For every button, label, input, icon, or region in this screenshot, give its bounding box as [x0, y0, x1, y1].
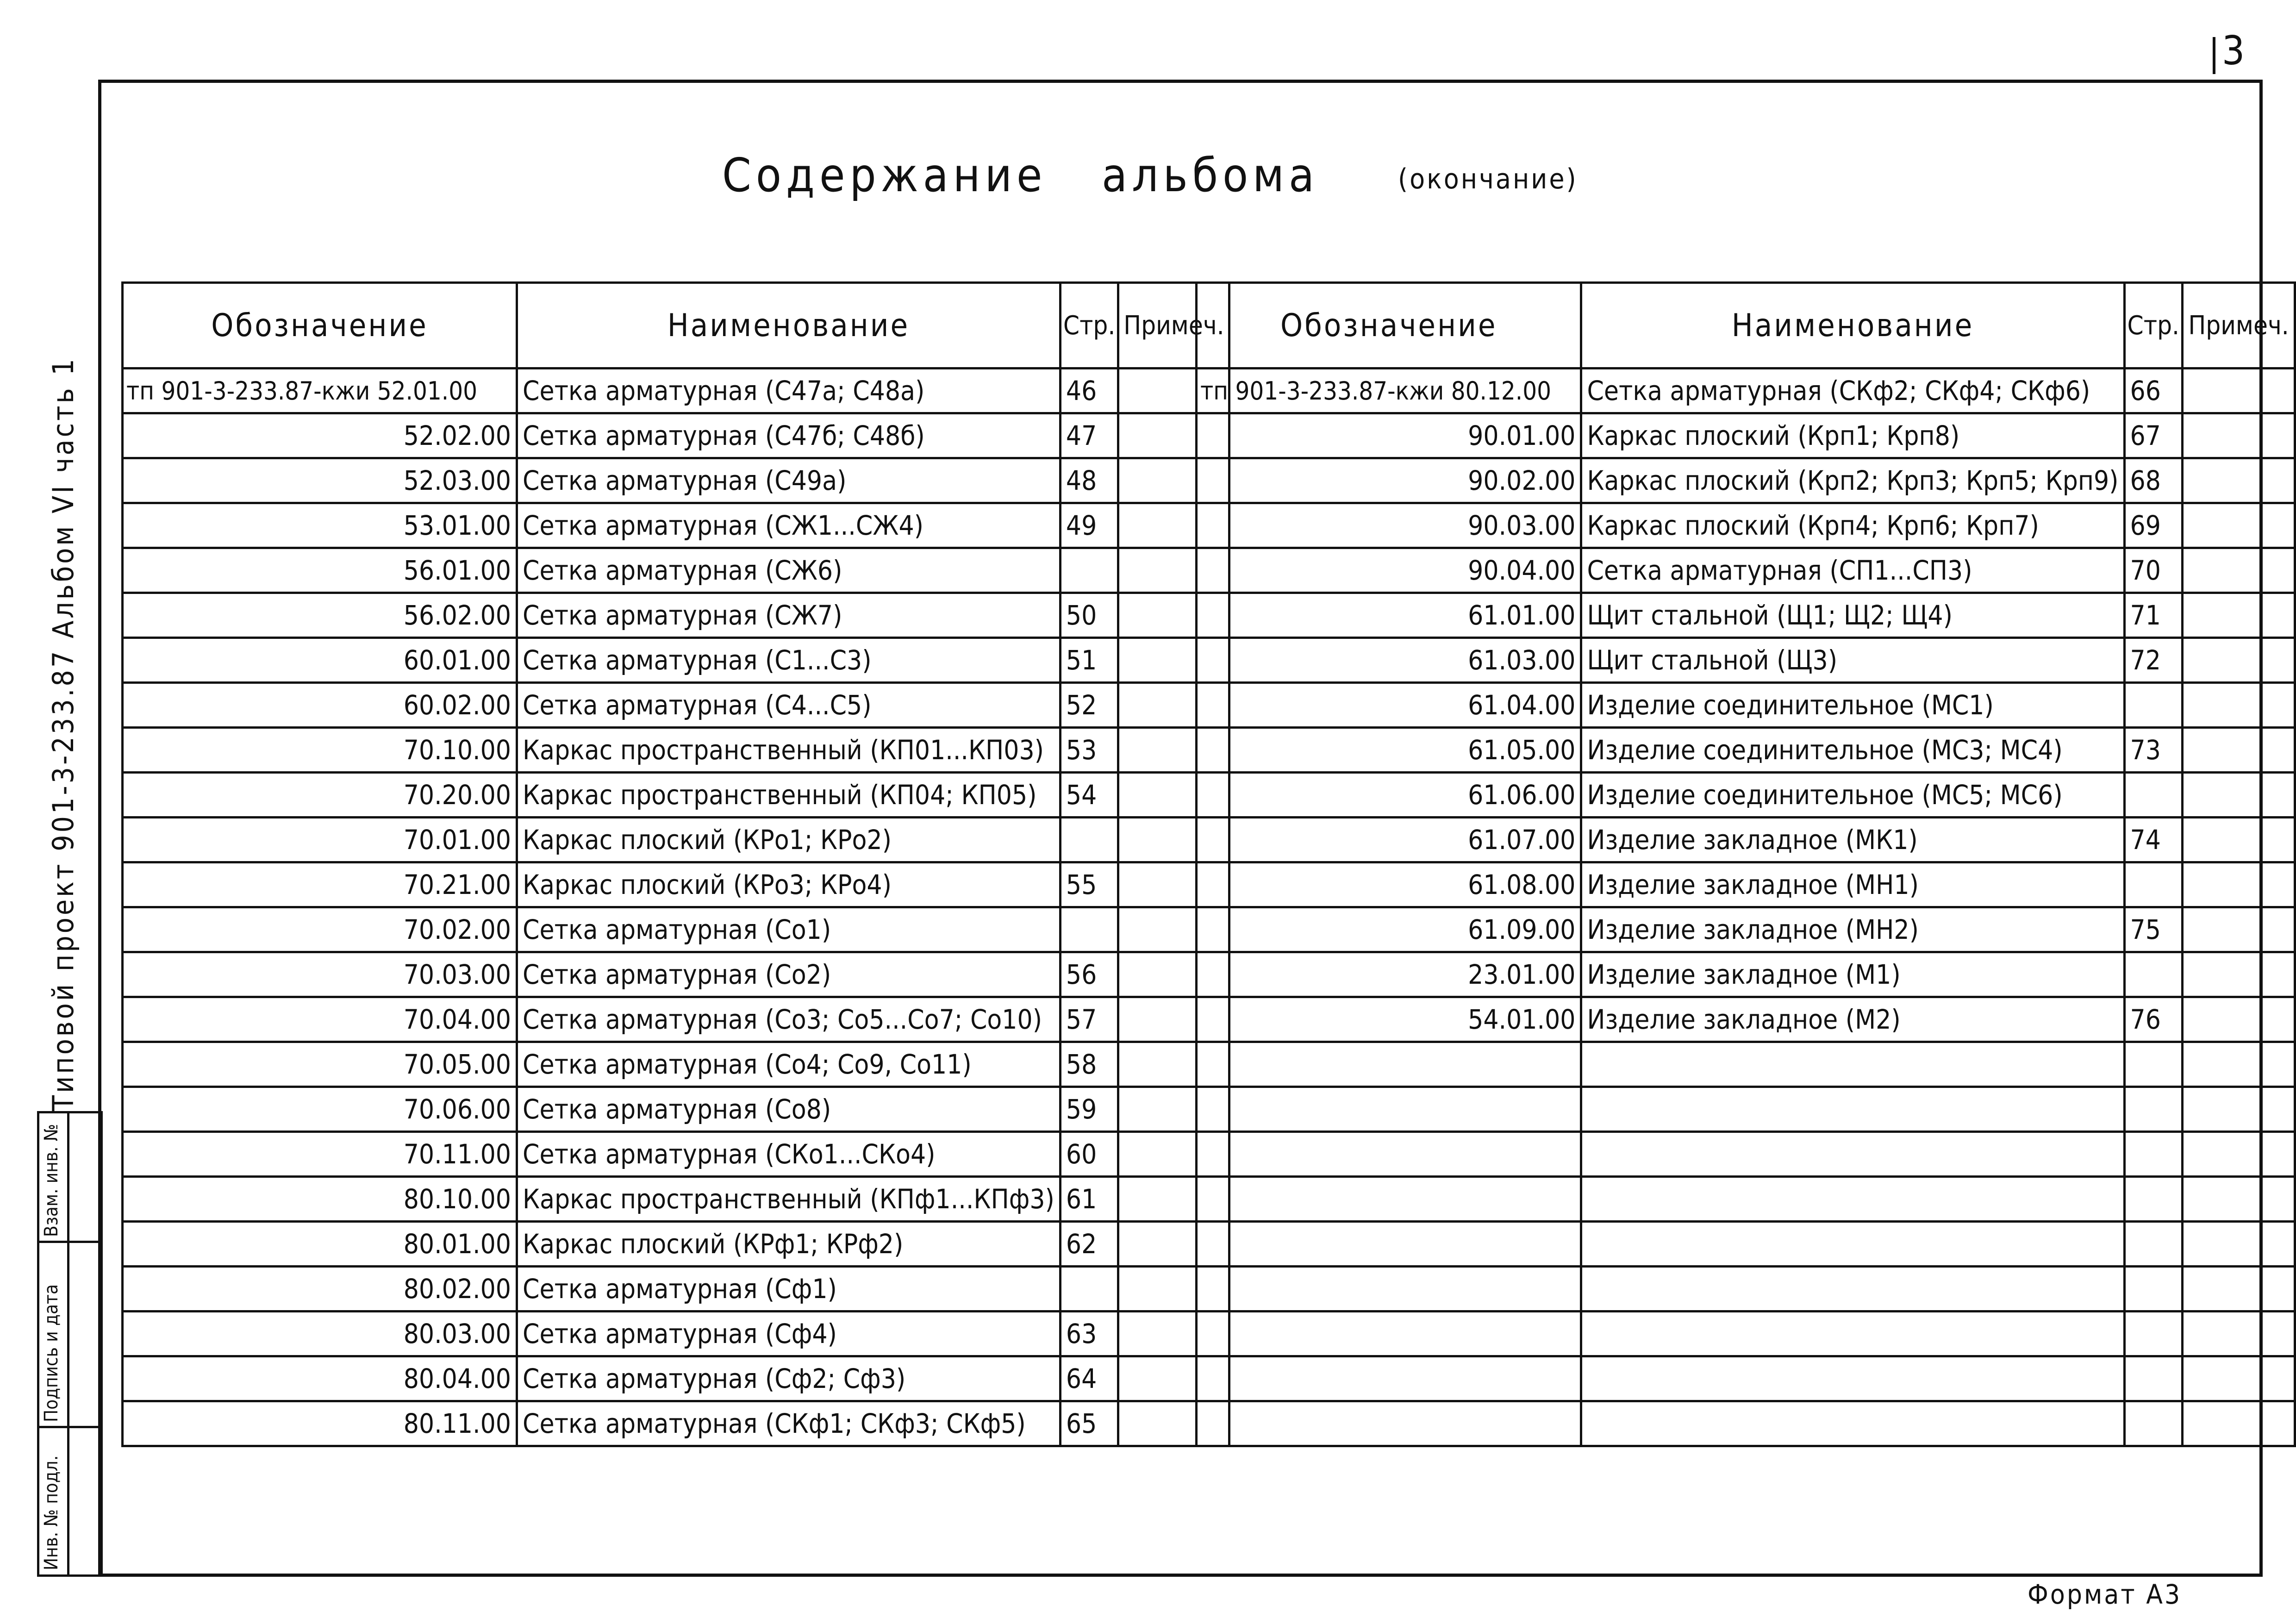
- name-cell: Каркас плоский (Крп4; Крп6; Крп7): [1581, 503, 2124, 548]
- page-cell: 65: [1060, 1401, 1118, 1446]
- table-row: [1197, 369, 2295, 413]
- name-cell: Изделие соединительное (МС1): [1581, 683, 2124, 728]
- table-row: [123, 1087, 1229, 1132]
- name-cell: Каркас пространственный (КП04; КП05): [517, 773, 1061, 818]
- designation-cell: 70.10.00: [123, 728, 517, 773]
- table-row: [123, 862, 1229, 907]
- table-row: [123, 1267, 1229, 1312]
- designation-cell: 80.01.00: [123, 1222, 517, 1267]
- name-cell: Сетка арматурная (Сф1): [517, 1267, 1061, 1312]
- empty-table-row: [1197, 1177, 2295, 1222]
- note-cell: [2183, 548, 2295, 593]
- name-cell: Сетка арматурная (С4...С5): [517, 683, 1061, 728]
- designation-cell: 61.08.00: [1197, 862, 1581, 907]
- page-cell: 70: [2124, 548, 2183, 593]
- page-title: [0, 148, 2296, 213]
- page-cell: 54: [1060, 773, 1118, 818]
- empty-cell: [2183, 1312, 2295, 1356]
- designation-cell: 70.03.00: [123, 952, 517, 997]
- designation-cell: 70.21.00: [123, 862, 517, 907]
- name-cell: Изделие закладное (МН1): [1581, 862, 2124, 907]
- note-cell: [2183, 952, 2295, 997]
- page-cell: 76: [2124, 997, 2183, 1042]
- table-row: [1197, 683, 2295, 728]
- note-cell: [2183, 413, 2295, 458]
- page-cell: [1060, 907, 1118, 952]
- table-row: [123, 1401, 1229, 1446]
- name-cell: Изделие закладное (МН2): [1581, 907, 2124, 952]
- empty-cell: [1581, 1312, 2124, 1356]
- page-cell: 61: [1060, 1177, 1118, 1222]
- page-cell: 56: [1060, 952, 1118, 997]
- table-row: [123, 1222, 1229, 1267]
- empty-cell: [1581, 1267, 2124, 1312]
- empty-cell: [2124, 1132, 2183, 1177]
- name-cell: Сетка арматурная (СП1...СП3): [1581, 548, 2124, 593]
- name-cell: Каркас плоский (КРо1; КРо2): [517, 818, 1061, 862]
- table-row: [1197, 593, 2295, 638]
- table-row: [123, 458, 1229, 503]
- page-cell: 50: [1060, 593, 1118, 638]
- page-cell: 67: [2124, 413, 2183, 458]
- designation-cell: 80.03.00: [123, 1312, 517, 1356]
- designation-cell: 70.20.00: [123, 773, 517, 818]
- page-cell: 60: [1060, 1132, 1118, 1177]
- table-row: [1197, 818, 2295, 862]
- table-row: [1197, 952, 2295, 997]
- empty-cell: [1197, 1087, 1581, 1132]
- table-row: [123, 1042, 1229, 1087]
- name-cell: Сетка арматурная (С1...С3): [517, 638, 1061, 683]
- designation-cell: 90.03.00: [1197, 503, 1581, 548]
- page-cell: 46: [1060, 369, 1118, 413]
- note-cell: [2183, 773, 2295, 818]
- page-cell: 57: [1060, 997, 1118, 1042]
- empty-cell: [2183, 1177, 2295, 1222]
- table-row: [123, 818, 1229, 862]
- empty-cell: [2124, 1356, 2183, 1401]
- designation-cell: тп 901-3-233.87-кжи 80.12.00: [1197, 369, 1581, 413]
- page-cell: 62: [1060, 1222, 1118, 1267]
- name-cell: Изделие соединительное (МС3; МС4): [1581, 728, 2124, 773]
- page-cell: 72: [2124, 638, 2183, 683]
- name-cell: Сетка арматурная (С47а; С48а): [517, 369, 1061, 413]
- page-cell: 49: [1060, 503, 1118, 548]
- name-cell: Изделие закладное (М2): [1581, 997, 2124, 1042]
- designation-cell: 61.04.00: [1197, 683, 1581, 728]
- page-cell: 63: [1060, 1312, 1118, 1356]
- empty-table-row: [1197, 1312, 2295, 1356]
- title-word-3: (окончание): [1398, 163, 1578, 195]
- name-cell: Изделие закладное (М1): [1581, 952, 2124, 997]
- designation-cell: 61.09.00: [1197, 907, 1581, 952]
- header-name: Наименование: [1581, 283, 2124, 369]
- header-note: Примеч.: [2183, 283, 2295, 369]
- empty-cell: [2124, 1042, 2183, 1087]
- page-cell: 58: [1060, 1042, 1118, 1087]
- table-row: [123, 907, 1229, 952]
- empty-table-row: [1197, 1356, 2295, 1401]
- table-row: [123, 593, 1229, 638]
- empty-cell: [1581, 1177, 2124, 1222]
- table-row: [1197, 413, 2295, 458]
- designation-cell: 80.04.00: [123, 1356, 517, 1401]
- empty-cell: [1197, 1132, 1581, 1177]
- title-word-1: Содержание: [722, 148, 1047, 202]
- empty-cell: [1197, 1177, 1581, 1222]
- name-cell: Каркас плоский (КРф1; КРф2): [517, 1222, 1061, 1267]
- empty-cell: [2183, 1222, 2295, 1267]
- designation-cell: 80.02.00: [123, 1267, 517, 1312]
- name-cell: Сетка арматурная (Со2): [517, 952, 1061, 997]
- label-vzam: Взам. инв. №: [41, 1124, 62, 1237]
- empty-table-row: [1197, 1401, 2295, 1446]
- designation-cell: 61.06.00: [1197, 773, 1581, 818]
- empty-cell: [1197, 1042, 1581, 1087]
- name-cell: Сетка арматурная (Со8): [517, 1087, 1061, 1132]
- table-row: [123, 997, 1229, 1042]
- designation-cell: 61.05.00: [1197, 728, 1581, 773]
- table-row: [123, 503, 1229, 548]
- table-row: [123, 1132, 1229, 1177]
- designation-cell: 70.06.00: [123, 1087, 517, 1132]
- empty-cell: [2124, 1222, 2183, 1267]
- table-row: [1197, 503, 2295, 548]
- name-cell: Сетка арматурная (СЖ6): [517, 548, 1061, 593]
- table-row: [123, 683, 1229, 728]
- name-cell: Сетка арматурная (Со4; Со9, Со11): [517, 1042, 1061, 1087]
- left-table-body: [123, 369, 1229, 1446]
- table-row: [123, 1177, 1229, 1222]
- table-row: [123, 728, 1229, 773]
- empty-cell: [1197, 1401, 1581, 1446]
- table-row: [1197, 907, 2295, 952]
- page-cell: 47: [1060, 413, 1118, 458]
- title-word-2: альбома: [1102, 148, 1319, 202]
- page-cell: 73: [2124, 728, 2183, 773]
- side-title: Типовой проект 901-3-233.87 Альбом VI часть 1: [46, 356, 80, 1111]
- empty-cell: [1581, 1356, 2124, 1401]
- designation-cell: 70.01.00: [123, 818, 517, 862]
- page-cell: [2124, 952, 2183, 997]
- designation-cell: 61.01.00: [1197, 593, 1581, 638]
- name-cell: Сетка арматурная (Со3; Со5...Со7; Со10): [517, 997, 1061, 1042]
- empty-cell: [1581, 1222, 2124, 1267]
- side-strip-divider-1: [37, 1241, 103, 1243]
- page-cell: 71: [2124, 593, 2183, 638]
- format-label: Формат А3: [2028, 1579, 2182, 1610]
- page-cell: [2124, 862, 2183, 907]
- name-cell: Изделие соединительное (МС5; МС6): [1581, 773, 2124, 818]
- designation-cell: 80.10.00: [123, 1177, 517, 1222]
- page-cell: [2124, 683, 2183, 728]
- note-cell: [2183, 503, 2295, 548]
- empty-cell: [2183, 1132, 2295, 1177]
- name-cell: Изделие закладное (МК1): [1581, 818, 2124, 862]
- empty-cell: [2183, 1042, 2295, 1087]
- empty-cell: [1581, 1132, 2124, 1177]
- table-row: [123, 638, 1229, 683]
- name-cell: Каркас пространственный (КПф1...КПф3): [517, 1177, 1061, 1222]
- empty-table-row: [1197, 1087, 2295, 1132]
- header-page: Стр.: [2124, 283, 2183, 369]
- empty-cell: [1581, 1401, 2124, 1446]
- note-cell: [2183, 369, 2295, 413]
- note-cell: [2183, 862, 2295, 907]
- designation-cell: 56.01.00: [123, 548, 517, 593]
- name-cell: Сетка арматурная (Сф4): [517, 1312, 1061, 1356]
- contents-table-left: [121, 281, 1230, 1447]
- designation-cell: 90.02.00: [1197, 458, 1581, 503]
- page-cell: [1060, 548, 1118, 593]
- note-cell: [2183, 638, 2295, 683]
- table-row: [1197, 638, 2295, 683]
- empty-cell: [2124, 1401, 2183, 1446]
- designation-cell: 53.01.00: [123, 503, 517, 548]
- empty-cell: [1581, 1087, 2124, 1132]
- page-cell: 74: [2124, 818, 2183, 862]
- page-cell: 53: [1060, 728, 1118, 773]
- name-cell: Сетка арматурная (С49а): [517, 458, 1061, 503]
- designation-cell: 80.11.00: [123, 1401, 517, 1446]
- empty-cell: [1581, 1042, 2124, 1087]
- designation-cell: 70.05.00: [123, 1042, 517, 1087]
- page-cell: 75: [2124, 907, 2183, 952]
- name-cell: Сетка арматурная (СЖ7): [517, 593, 1061, 638]
- name-cell: Сетка арматурная (СКо1...СКо4): [517, 1132, 1061, 1177]
- designation-cell: 60.02.00: [123, 683, 517, 728]
- designation-cell: 56.02.00: [123, 593, 517, 638]
- page-cell: 64: [1060, 1356, 1118, 1401]
- designation-cell: 60.01.00: [123, 638, 517, 683]
- table-row: [123, 548, 1229, 593]
- table-row: [1197, 728, 2295, 773]
- page-cell: 69: [2124, 503, 2183, 548]
- page-cell: [1060, 1267, 1118, 1312]
- name-cell: Каркас плоский (Крп1; Крп8): [1581, 413, 2124, 458]
- table-row: [1197, 997, 2295, 1042]
- table-row: [1197, 773, 2295, 818]
- page-cell: 51: [1060, 638, 1118, 683]
- header-designation: Обозначение: [123, 283, 517, 369]
- note-cell: [2183, 683, 2295, 728]
- side-strip-col-values: [67, 1111, 103, 1577]
- designation-cell: тп 901-3-233.87-кжи 52.01.00: [123, 369, 517, 413]
- label-inv-podl: Инв. № подл.: [41, 1455, 62, 1570]
- designation-cell: 70.04.00: [123, 997, 517, 1042]
- page-number: 3: [2222, 28, 2245, 74]
- table-row: [123, 773, 1229, 818]
- page-cell: [2124, 773, 2183, 818]
- table-row: [123, 413, 1229, 458]
- name-cell: Щит стальной (Щ3): [1581, 638, 2124, 683]
- designation-cell: 54.01.00: [1197, 997, 1581, 1042]
- label-podpis: Подпись и дата: [41, 1284, 62, 1422]
- page-cell: [1060, 818, 1118, 862]
- name-cell: Щит стальной (Щ1; Щ2; Щ4): [1581, 593, 2124, 638]
- empty-cell: [2183, 1401, 2295, 1446]
- page-cell: 66: [2124, 369, 2183, 413]
- empty-table-row: [1197, 1222, 2295, 1267]
- note-cell: [2183, 458, 2295, 503]
- empty-cell: [2124, 1312, 2183, 1356]
- designation-cell: 70.02.00: [123, 907, 517, 952]
- header-page: Стр.: [1060, 283, 1118, 369]
- table-row: [123, 1312, 1229, 1356]
- table-row: [1197, 458, 2295, 503]
- note-cell: [2183, 728, 2295, 773]
- empty-table-row: [1197, 1042, 2295, 1087]
- name-cell: Каркас плоский (КРо3; КРо4): [517, 862, 1061, 907]
- designation-cell: 23.01.00: [1197, 952, 1581, 997]
- table-row: [1197, 862, 2295, 907]
- empty-cell: [1197, 1312, 1581, 1356]
- note-cell: [2183, 818, 2295, 862]
- name-cell: Сетка арматурная (СЖ1...СЖ4): [517, 503, 1061, 548]
- name-cell: Сетка арматурная (СКф1; СКф3; СКф5): [517, 1401, 1061, 1446]
- name-cell: Каркас пространственный (КП01...КП03): [517, 728, 1061, 773]
- designation-cell: 90.04.00: [1197, 548, 1581, 593]
- name-cell: Сетка арматурная (СКф2; СКф4; СКф6): [1581, 369, 2124, 413]
- table-row: [1197, 548, 2295, 593]
- contents-table-right: [1195, 281, 2296, 1447]
- empty-cell: [2124, 1087, 2183, 1132]
- designation-cell: 52.03.00: [123, 458, 517, 503]
- designation-cell: 52.02.00: [123, 413, 517, 458]
- page-cell: 68: [2124, 458, 2183, 503]
- designation-cell: 90.01.00: [1197, 413, 1581, 458]
- table-row: [123, 1356, 1229, 1401]
- name-cell: Сетка арматурная (Со1): [517, 907, 1061, 952]
- page-cell: 55: [1060, 862, 1118, 907]
- name-cell: Сетка арматурная (С47б; С48б): [517, 413, 1061, 458]
- empty-cell: [2124, 1267, 2183, 1312]
- empty-cell: [2183, 1267, 2295, 1312]
- empty-cell: [2183, 1356, 2295, 1401]
- empty-table-row: [1197, 1132, 2295, 1177]
- header-note: Примеч.: [1118, 283, 1229, 369]
- page-number-tick: [2213, 37, 2215, 74]
- empty-cell: [1197, 1222, 1581, 1267]
- name-cell: Сетка арматурная (Сф2; Сф3): [517, 1356, 1061, 1401]
- note-cell: [2183, 593, 2295, 638]
- page-cell: 59: [1060, 1087, 1118, 1132]
- empty-table-row: [1197, 1267, 2295, 1312]
- page-cell: 48: [1060, 458, 1118, 503]
- empty-cell: [1197, 1356, 1581, 1401]
- header-name: Наименование: [517, 283, 1061, 369]
- empty-cell: [1197, 1267, 1581, 1312]
- empty-cell: [2183, 1087, 2295, 1132]
- note-cell: [2183, 997, 2295, 1042]
- designation-cell: 61.07.00: [1197, 818, 1581, 862]
- note-cell: [2183, 907, 2295, 952]
- designation-cell: 61.03.00: [1197, 638, 1581, 683]
- name-cell: Каркас плоский (Крп2; Крп3; Крп5; Крп9): [1581, 458, 2124, 503]
- page-cell: 52: [1060, 683, 1118, 728]
- side-strip-divider-2: [37, 1426, 103, 1428]
- table-row: [123, 952, 1229, 997]
- right-table-body: [1197, 369, 2295, 1446]
- table-row: [123, 369, 1229, 413]
- header-designation: Обозначение: [1197, 283, 1581, 369]
- empty-cell: [2124, 1177, 2183, 1222]
- designation-cell: 70.11.00: [123, 1132, 517, 1177]
